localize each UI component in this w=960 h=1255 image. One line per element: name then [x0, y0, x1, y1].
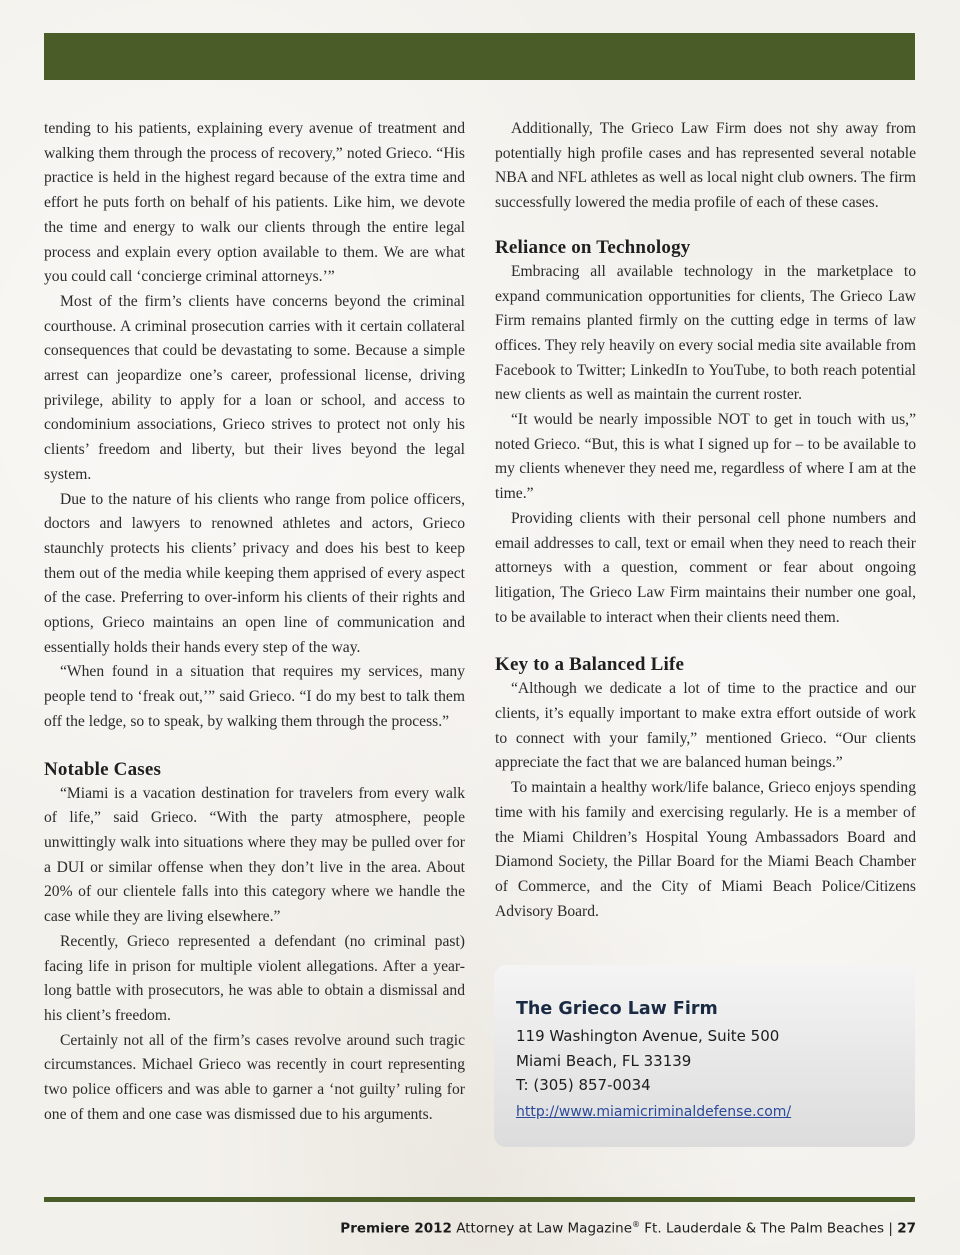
heading-notable-cases: Notable Cases — [44, 758, 162, 780]
website-link[interactable]: http://www.miamicriminaldefense.com/ — [516, 1103, 792, 1120]
paragraph: tending to his patients, explaining every avenue of treatment and walking them through the process of recovery,” noted Grieco. “His practice is held in the highest regard because of the extra time and effort he puts forth on behalf of his patients. Like him, we devote the time and energy to walk our clients through the entire legal process and explain every option available to them. We are what you could call ‘concierge criminal attorneys.’” — [44, 120, 465, 286]
firm-name: The Grieco Law Firm — [516, 999, 718, 1019]
paragraph: Due to the nature of his clients who range from police officers, doctors and lawyers to renowned athletes and actors, Grieco staunchly protects his clients’ privacy and does his best to keep them out of the media while keeping them apprised of every aspect of the case. Preferring to over-inform his clients of their rights and options, Grieco maintains an open line of communication and essentially holds their hands every step of the way. — [44, 490, 465, 656]
paragraph: “It would be nearly impossible NOT to get in touch with us,” noted Grieco. “But, this is what I signed up for – to be available to my clients whenever they need me, regardless of where I am at the time.” — [495, 411, 916, 503]
paragraph: Additionally, The Grieco Law Firm does not shy away from potentially high profile cases and has represented several notable NBA and NFL athletes as well as local night club owners. The firm successfully lowered the media profile of each of these cases. — [495, 120, 916, 212]
footer-separator: | — [888, 1220, 893, 1237]
paragraph: “Although we dedicate a lot of time to the practice and our clients, it’s equally important to make extra effort outside of work to connect with your family,” mentioned Grieco. “Our clients appreciate the fact that we are balanced human beings.” — [495, 680, 916, 772]
footer-edition: Premiere 2012 — [340, 1220, 452, 1237]
heading-key-to-balanced-life: Key to a Balanced Life — [495, 654, 685, 676]
contact-box — [494, 965, 915, 1147]
right-column — [495, 117, 916, 924]
page-number: 27 — [897, 1220, 916, 1237]
paragraph: Most of the firm’s clients have concerns beyond the criminal courthouse. A criminal prosecution carries with it certain collateral consequences that could be devastating to some. Because a simple arrest can jeopardize one’s career, professional license, driving privilege, ability to apply for a loan or school, and access to condominium associations, Grieco strives to protect not only his clients’ freedom and liberty, but their lives beyond the legal system. — [44, 292, 465, 483]
paragraph: Embracing all available technology in the marketplace to expand communication opportunities for clients, The Grieco Law Firm remains planted firmly on the cutting edge in terms of law offices. They rely heavily on every social media site available from Facebook to Twitter; LinkedIn to YouTube, to both reach potential new clients as well as maintain the current roster. — [495, 262, 916, 404]
address-line-2: Miami Beach, FL 33139 — [516, 1051, 692, 1070]
paragraph: Recently, Grieco represented a defendant (no criminal past) facing life in prison for multiple violent allegations. After a year-long battle with prosecutors, he was able to obtain a dismissal and his client’s freedom. — [44, 932, 465, 1024]
footer-bar — [44, 1197, 915, 1202]
left-column — [44, 117, 465, 1127]
paragraph: Certainly not all of the firm’s cases revolve around such tragic circumstances. Michael Grieco was recently in court representing two police officers and was able to garner a ‘not guilty’ ruling for one of them and one case was dismissed due to his arguments. — [44, 1031, 465, 1123]
header-bar — [44, 33, 915, 80]
registered-mark: ® — [632, 1220, 640, 1229]
paragraph: “Miami is a vacation destination for travelers from every walk of life,” said Grieco. “With the party atmosphere, people unwittingly walk into situations where they may be pulled over for a DUI or similar offense when they don’t live in the area. About 20% of our clientele falls into this category where we handle the case while they are living elsewhere.” — [44, 784, 465, 926]
footer-region: Ft. Lauderdale & The Palm Beaches — [644, 1220, 885, 1237]
page-footer — [340, 1220, 916, 1237]
paragraph: To maintain a healthy work/life balance, Grieco enjoys spending time with his family and exercising regularly. He is a member of the Miami Children’s Hospital Young Ambassadors Board and Diamond Society, the Pillar Board for the Miami Beach Chamber of Commerce, and the City of Miami Beach Police/Citizens Advisory Board. — [495, 779, 916, 920]
phone-number: T: (305) 857-0034 — [516, 1076, 651, 1094]
address-line-1: 119 Washington Avenue, Suite 500 — [516, 1027, 780, 1045]
footer-magazine: Attorney at Law Magazine — [456, 1220, 632, 1237]
paragraph: “When found in a situation that requires my services, many people tend to ‘freak out,’” said Grieco. “I do my best to talk them off the ledge, so to speak, by walking them through the process.” — [44, 663, 465, 730]
heading-reliance-on-technology: Reliance on Technology — [495, 236, 691, 258]
paragraph: Providing clients with their personal cell phone numbers and email addresses to call, text or email when they need to reach their attorneys with a question, comment or fear about ongoing litigation, The Grieco Law Firm maintains their number one goal, to be available to interact when their clients need them. — [495, 509, 916, 626]
